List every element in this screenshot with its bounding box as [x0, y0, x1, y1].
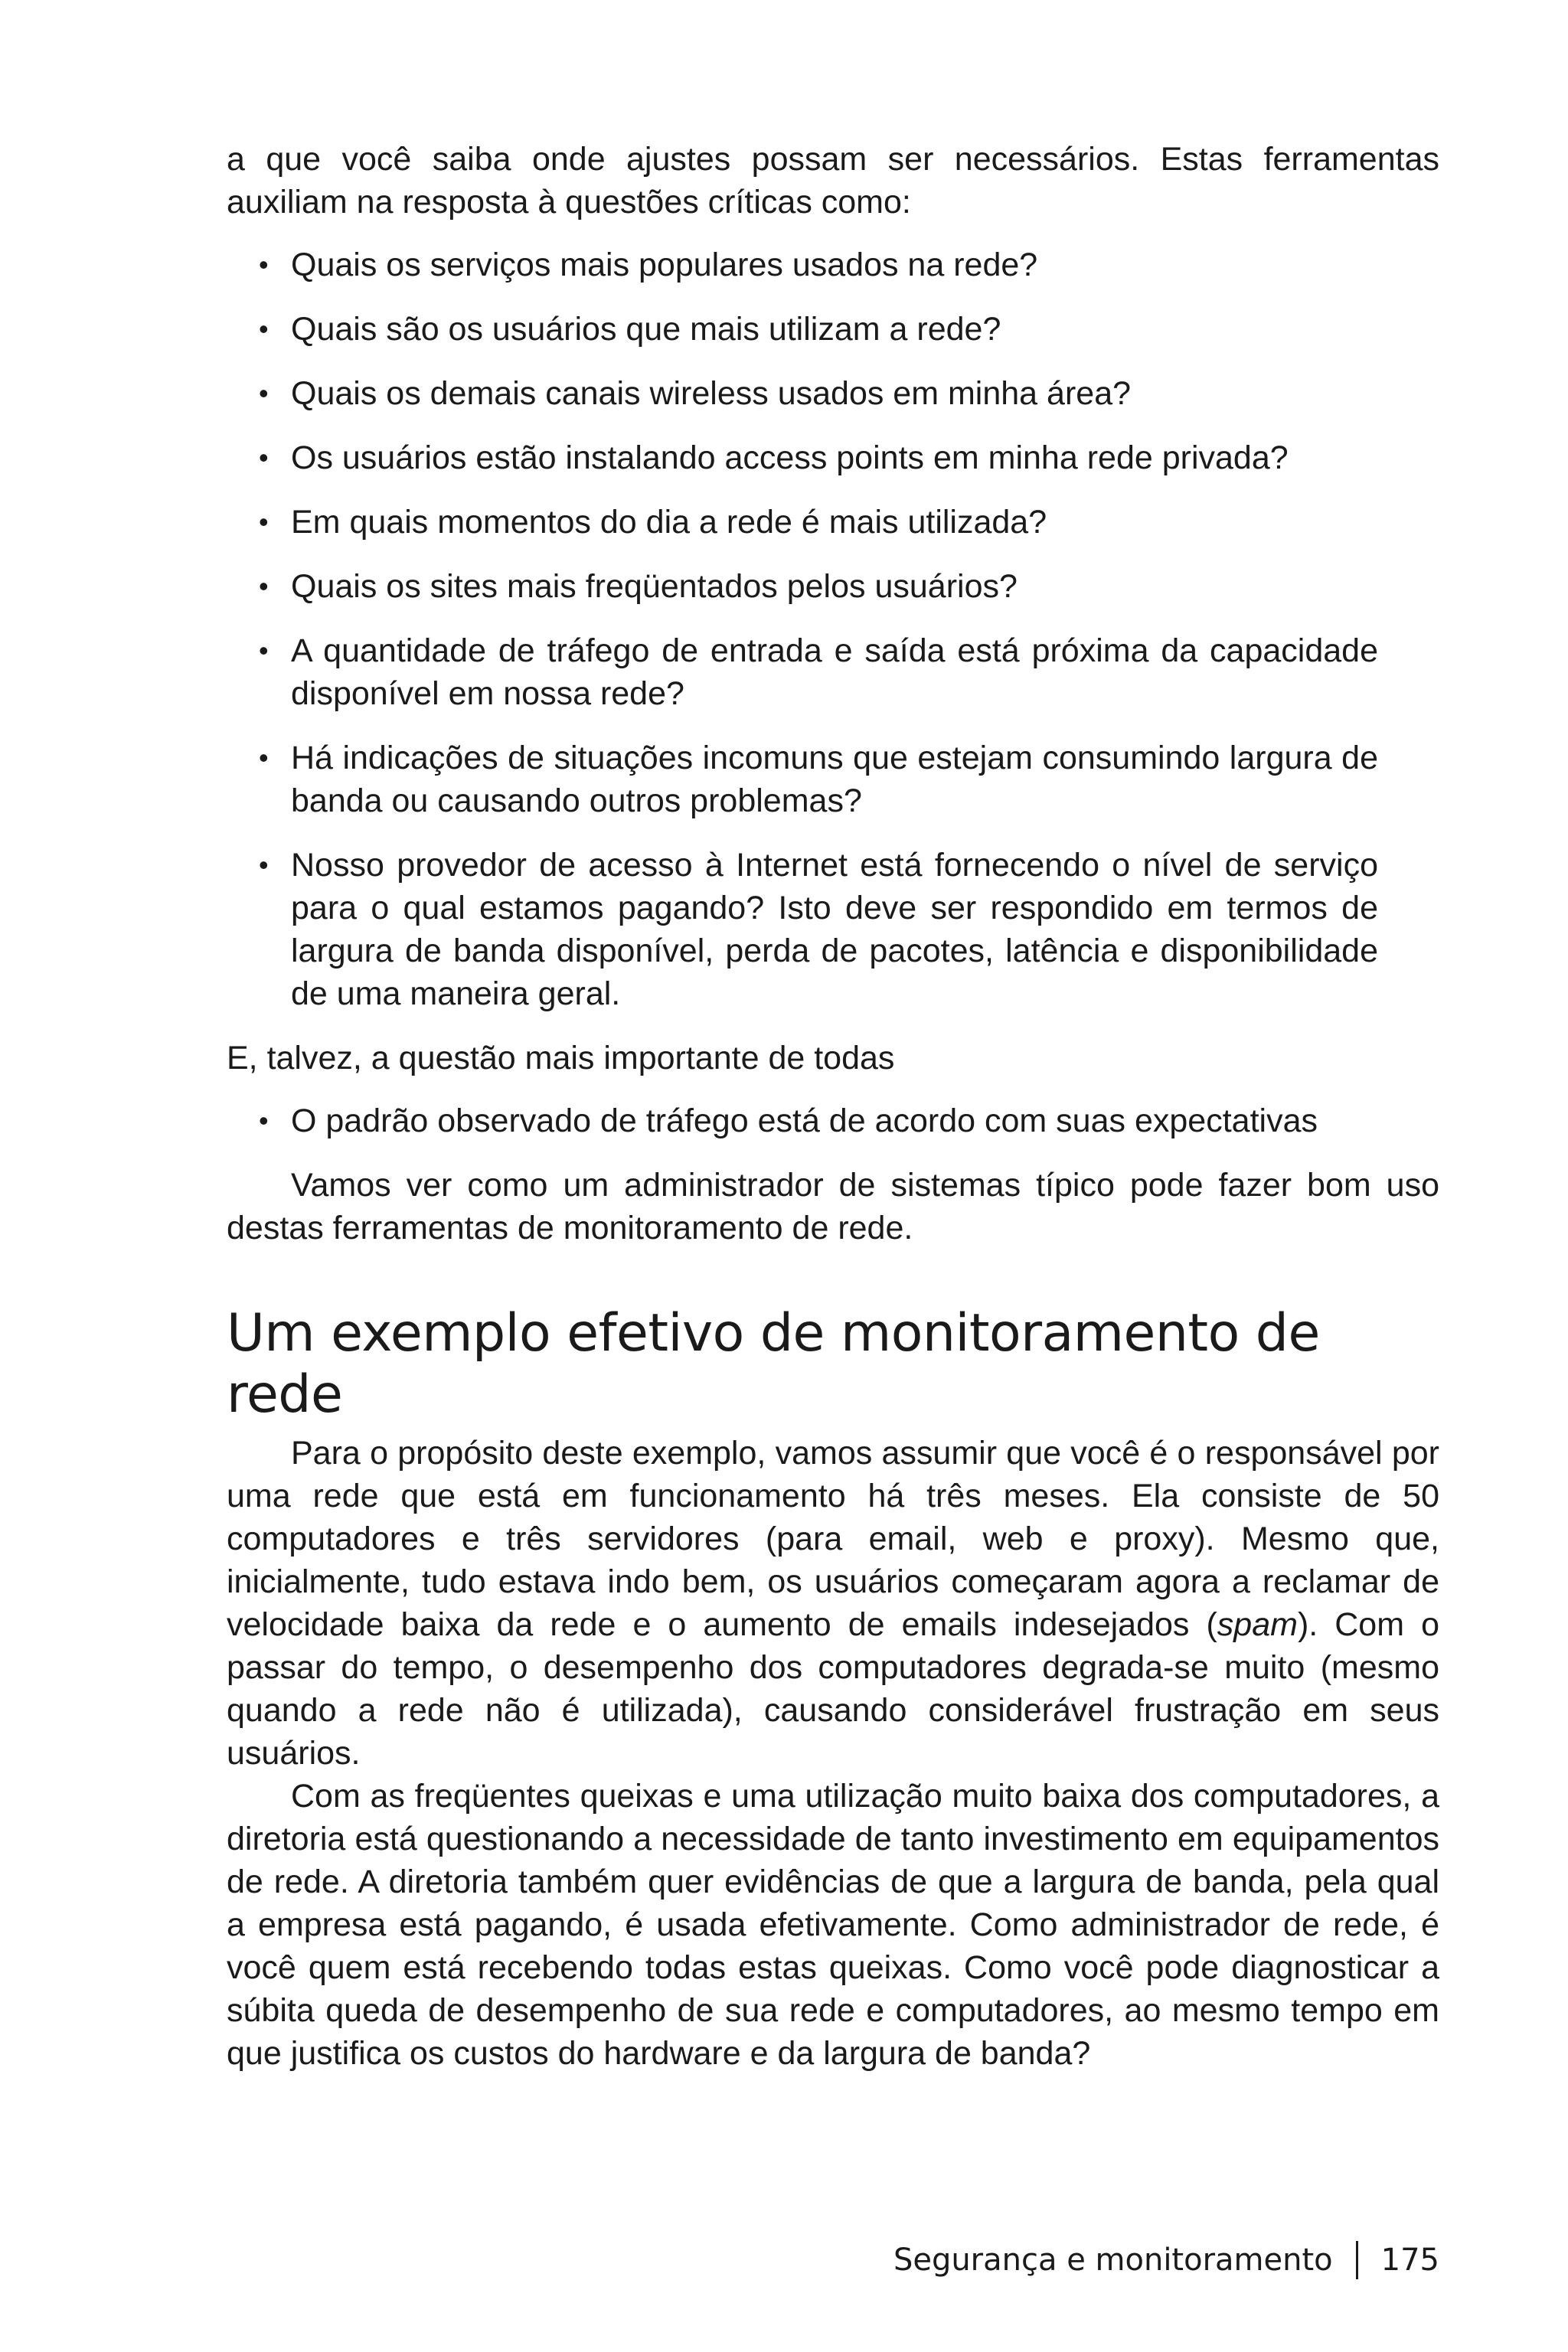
list-item: [227, 501, 1378, 544]
important-question-list: [227, 1099, 1439, 1142]
bullet-icon: •: [259, 442, 269, 473]
page-footer: [893, 2239, 1439, 2282]
list-item-text: Quais são os usuários que mais utilizam a rede?: [291, 311, 1001, 348]
footer-divider: [1356, 2241, 1358, 2279]
emphasis-spam: spam: [1217, 1606, 1298, 1643]
list-item-text: Há indicações de situações incomuns que estejam consumindo largura de banda ou causando outros problemas?: [291, 740, 1378, 819]
list-item-text: Os usuários estão instalando access points em minha rede privada?: [291, 439, 1289, 476]
bullet-icon: •: [259, 1105, 269, 1136]
list-item: [227, 565, 1378, 608]
paragraph-text: Para o propósito deste exemplo, vamos assumir que você é o responsável por uma rede que está em funcionamento há três meses. Ela consiste de 50 computadores e três servidores (para email, web e proxy). Mesmo que, inicialmente, tudo estava indo bem, os usuários começaram agora a reclamar de velocidade baixa da rede e o aumento de emails indesejados (: [227, 1435, 1439, 1643]
list-item: [227, 737, 1378, 822]
list-item: [227, 372, 1378, 415]
transition-paragraph: Vamos ver como um administrador de sistemas típico pode fazer bom uso destas ferramentas de monitoramento de rede.: [227, 1167, 1439, 1246]
list-item-text: Quais os demais canais wireless usados em minha área?: [291, 375, 1132, 412]
list-item-text: Nosso provedor de acesso à Internet está fornecendo o nível de serviço para o qual estamos pagando? Isto deve ser respondido em termos de largura de banda disponível, perda de pacotes, latência e disponibilidade de uma maneira geral.: [291, 847, 1378, 1012]
list-item: [227, 308, 1378, 351]
important-lead: E, talvez, a questão mais importante de todas: [227, 1040, 895, 1076]
bullet-icon: •: [259, 249, 269, 280]
list-item: [227, 436, 1378, 479]
section-heading: Um exemplo efetivo de monitoramento de rede: [227, 1303, 1320, 1425]
section-paragraph-1: [227, 1432, 1439, 1775]
page-content: [227, 138, 1439, 2075]
bullet-icon: •: [259, 506, 269, 537]
bullet-icon: •: [259, 570, 269, 602]
list-item-text: A quantidade de tráfego de entrada e saída está próxima da capacidade disponível em nossa rede?: [291, 632, 1378, 712]
bullet-icon: •: [259, 377, 269, 409]
list-item: [227, 243, 1378, 286]
page-number: 175: [1380, 2243, 1439, 2278]
section-paragraph-2: Com as freqüentes queixas e uma utilização muito baixa dos computadores, a diretoria está questionando a necessidade de tanto investimento em equipamentos de rede. A diretoria também quer evidências de que a largura de banda, pela qual a empresa está pagando, é usada efetivamente. Como administrador de rede, é você quem está recebendo todas estas queixas. Como você pode diagnosticar a súbita queda de desempenho de sua rede e computadores, ao mesmo tempo em que justifica os custos do hardware e da largura de banda?: [227, 1778, 1439, 2072]
list-item-text: Em quais momentos do dia a rede é mais utilizada?: [291, 504, 1047, 541]
list-item-text: Quais os sites mais freqüentados pelos usuários?: [291, 568, 1018, 605]
paragraph-text: ). Com o passar do tempo, o desempenho dos computadores degrada-se muito (mesmo quando a rede não é utilizada), causando considerável frustração em seus usuários.: [227, 1606, 1439, 1772]
list-item-text: O padrão observado de tráfego está de acordo com suas expectativas: [291, 1102, 1318, 1139]
intro-paragraph: a que você saiba onde ajustes possam ser necessários. Estas ferramentas auxiliam na resposta à questões críticas como:: [227, 141, 1439, 220]
list-item: [227, 1099, 1378, 1142]
bullet-icon: •: [259, 313, 269, 345]
list-item-text: Quais os serviços mais populares usados na rede?: [291, 247, 1038, 283]
bullet-icon: •: [259, 742, 269, 773]
list-item: [227, 629, 1378, 715]
list-item: [227, 844, 1378, 1015]
questions-list: [227, 243, 1439, 1015]
chapter-title: Segurança e monitoramento: [893, 2243, 1333, 2278]
bullet-icon: •: [259, 849, 269, 880]
bullet-icon: •: [259, 635, 269, 666]
